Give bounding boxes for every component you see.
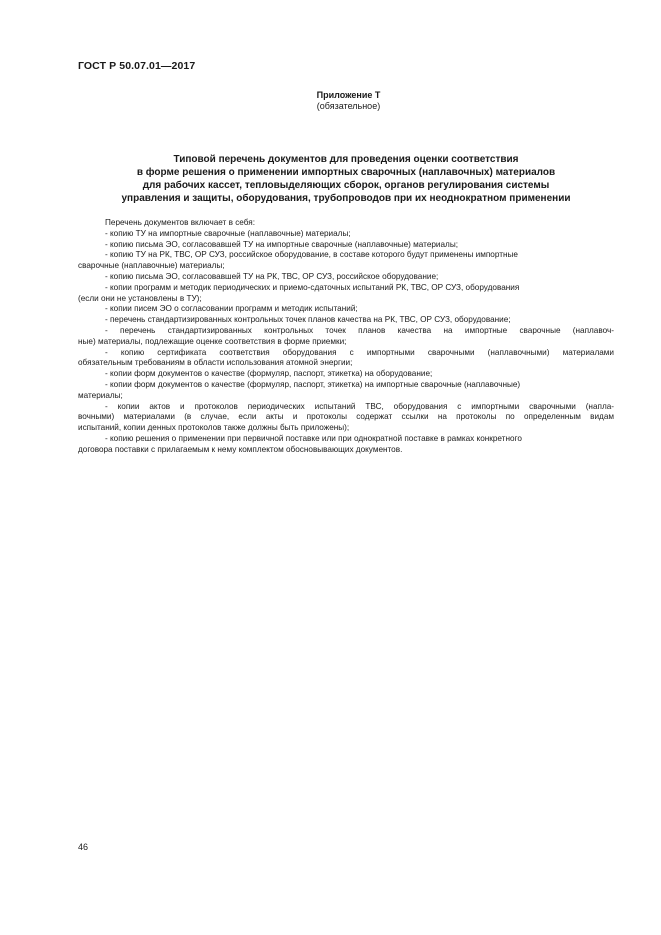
list-item-continuation: договора поставки с прилагаемым к нему комплектом обосновывающих документов. [78, 444, 403, 454]
heading-line: Типовой перечень документов для проведения оценки соответствия [173, 154, 519, 165]
heading-line: для рабочих кассет, тепловыделяющих сборок, органов регулирования системы [142, 180, 550, 191]
appendix-status: (обязательное) [316, 101, 381, 111]
list-item: - копии форм документов о качестве (формуляр, паспорт, этикетка) на импортные сварочные (наплавочные) [105, 379, 521, 389]
list-item-continuation: испытаний, копии денных протоколов также должны быть приложены); [78, 423, 350, 433]
list-intro: Перечень документов включает в себя: [105, 218, 255, 227]
list-item: - копии форм документов о качестве (формуляр, паспорт, этикетка) на оборудование; [105, 369, 433, 379]
list-item: - копию письма ЭО, согласовавшей ТУ на импортные сварочные (наплавочные) материалы; [105, 239, 458, 249]
appendix-title: Приложение Т [316, 90, 381, 100]
standard-designation: ГОСТ Р 50.07.01—2017 [78, 60, 196, 72]
heading-line: в форме решения о применении импортных сварочных (наплавочных) материалов [136, 167, 556, 178]
list-item: - копию решения о применении при первичной поставке или при однократной поставке в рамках конкретного [105, 433, 522, 443]
list-item-continuation: ные) материалы, подлежащие оценке соответствия в форме приемки; [78, 336, 347, 346]
document-list [78, 218, 614, 456]
list-item: - перечень стандартизированных контрольных точек планов качества на РК, ТВС, ОР СУЗ, оборудование; [105, 315, 511, 325]
list-item-continuation: обязательным требованиям в области использования атомной энергии; [78, 358, 353, 368]
appendix-label [0, 90, 661, 112]
list-item-continuation: вочными) материалами (в случае, если акты и протоколы содержат ссылки на протоколы по определенным видам [78, 412, 614, 422]
list-item-continuation: сварочные (наплавочные) материалы; [78, 261, 225, 271]
list-item: - перечень стандартизированных контрольных точек планов качества на импортные сварочные (наплавоч- [105, 325, 614, 335]
list-item: - копию ТУ на РК, ТВС, ОР СУЗ, российское оборудование, в составе которого будут применены импортные [105, 250, 518, 260]
list-item: - копии актов и протоколов периодических испытаний ТВС, оборудования с импортными сварочными (напла- [105, 401, 614, 411]
heading-line: управления и защиты, оборудования, трубопроводов при их неоднократном применении [121, 193, 571, 204]
list-item-continuation: материалы; [78, 390, 123, 400]
list-item: - копии программ и методик периодических и приемо-сдаточных испытаний РК, ТВС, ОР СУЗ, оборудования [105, 282, 520, 292]
list-item: - копию ТУ на импортные сварочные (наплавочные) материалы; [105, 228, 351, 238]
list-item: - копию сертификата соответствия оборудования с импортными сварочными (наплавочными) материалами [105, 347, 614, 357]
list-item-continuation: (если они не установлены в ТУ); [78, 293, 202, 303]
document-heading [78, 153, 614, 205]
list-item: - копию письма ЭО, согласовавшей ТУ на РК, ТВС, ОР СУЗ, российское оборудование; [105, 271, 439, 281]
list-item: - копии писем ЭО о согласовании программ и методик испытаний; [105, 304, 358, 314]
page-number: 46 [78, 842, 89, 852]
